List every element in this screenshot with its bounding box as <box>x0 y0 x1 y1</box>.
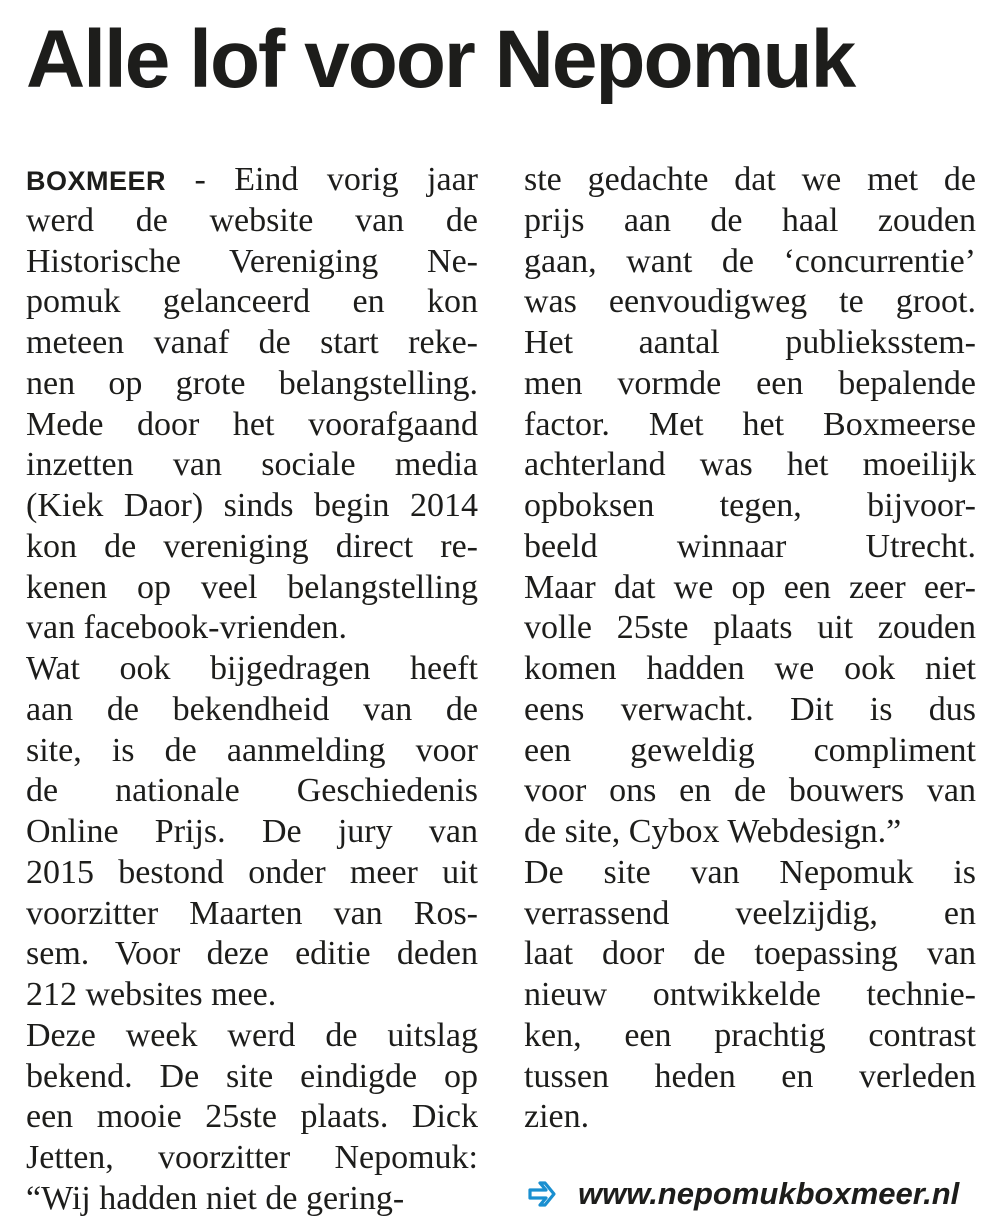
article-line: van facebook-vrienden. <box>26 609 347 647</box>
article-line: Historische Vereniging Ne- <box>26 242 478 280</box>
arrow-right-icon <box>524 1176 564 1212</box>
article-line: nieuw ontwikkelde technie- <box>524 976 976 1013</box>
article-line: ste gedachte dat we met de <box>524 161 976 198</box>
article-line: de nationale Geschiedenis <box>26 772 478 810</box>
article-line: meteen vanaf de start reke- <box>26 324 478 361</box>
article-line: Jetten, voorzitter Nepomuk: <box>26 1139 478 1176</box>
article-line: “Wij hadden niet de gering- <box>26 1179 405 1217</box>
article-headline: Alle lof voor Nepomuk <box>26 14 855 105</box>
article-line: aan de bekendheid van de <box>26 690 478 728</box>
article-line: een mooie 25ste plaats. Dick <box>26 1098 478 1136</box>
article-line: Wat ook bijgedragen heeft <box>26 650 478 687</box>
article-line: eens verwacht. Dit is dus <box>524 690 976 728</box>
article-line: komen hadden we ook niet <box>524 650 976 687</box>
article-line: nen op grote belangstelling. <box>26 364 478 402</box>
article-line: achterland was het moeilijk <box>524 446 976 484</box>
article-line: opboksen tegen, bijvoor- <box>524 487 976 524</box>
article-line: 2015 bestond onder meer uit <box>26 853 478 891</box>
article-line: beeld winnaar Utrecht. <box>524 527 976 565</box>
article-line: ken, een prachtig contrast <box>524 1016 976 1054</box>
article-line: kon de vereniging direct re- <box>26 527 478 565</box>
article-line: laat door de toepassing van <box>524 935 976 973</box>
article-line: pomuk gelanceerd en kon <box>26 283 478 321</box>
article-line: zien. <box>524 1098 590 1136</box>
article-line: kenen op veel belangstelling <box>26 568 478 606</box>
article-line: bekend. De site eindigde op <box>26 1057 478 1095</box>
website-url[interactable]: www.nepomukboxmeer.nl <box>578 1176 960 1211</box>
article-line: gaan, want de ‘concurrentie’ <box>524 242 976 280</box>
article-line: (Kiek Daor) sinds begin 2014 <box>26 487 478 524</box>
article-column-left <box>26 160 478 1220</box>
article-line: site, is de aanmelding voor <box>26 731 478 769</box>
article-line: sem. Voor deze editie deden <box>26 935 478 973</box>
article-line: was eenvoudigweg te groot. <box>524 283 976 321</box>
article-line: factor. Met het Boxmeerse <box>524 405 976 443</box>
article-line: de site, Cybox Webdesign.” <box>524 813 902 850</box>
article-line-text: - Eind vorig jaar <box>166 161 478 198</box>
article-line: werd de website van de <box>26 201 478 239</box>
article-line: tussen heden en verleden <box>524 1057 976 1095</box>
article-line: Online Prijs. De jury van <box>26 813 478 850</box>
article-line: verrassend veelzijdig, en <box>524 894 976 932</box>
article-column-right <box>524 160 976 1138</box>
article-line: voor ons en de bouwers van <box>524 772 976 810</box>
article-line: De site van Nepomuk is <box>524 853 976 891</box>
article-line: Deze week werd de uitslag <box>26 1016 478 1054</box>
article-line: Het aantal publieksstem- <box>524 324 976 361</box>
article-line: Mede door het voorafgaand <box>26 405 478 443</box>
article-line: volle 25ste plaats uit zouden <box>524 609 976 647</box>
article-line: Maar dat we op een zeer eer- <box>524 568 976 606</box>
article-line: prijs aan de haal zouden <box>524 201 976 239</box>
website-link[interactable] <box>524 1172 984 1216</box>
article-line <box>26 160 478 201</box>
article-line: voorzitter Maarten van Ros- <box>26 894 478 932</box>
article-line: men vormde een bepalende <box>524 364 976 402</box>
article-line: 212 websites mee. <box>26 976 277 1013</box>
article-line: een geweldig compliment <box>524 731 976 769</box>
article-line: inzetten van sociale media <box>26 446 478 484</box>
dateline: BOXMEER <box>26 166 167 196</box>
